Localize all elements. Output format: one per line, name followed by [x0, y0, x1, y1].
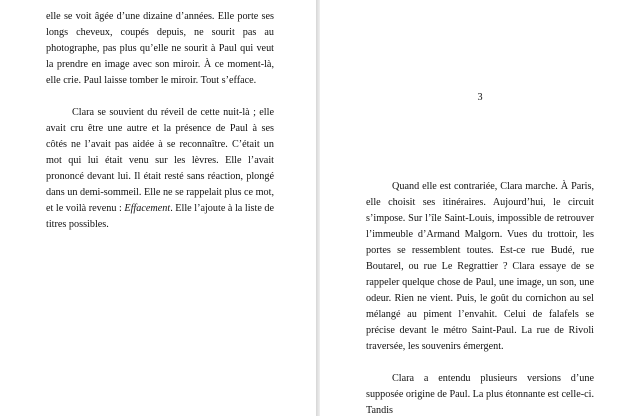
- left-page: [0, 0, 316, 416]
- right-page-text: [366, 179, 594, 416]
- left-paragraph-2-end: . Elle l’ajoute à la liste de titres possibles.: [46, 203, 275, 230]
- left-paragraph-2-italic: Effacement: [124, 203, 171, 214]
- right-page: [320, 0, 640, 416]
- left-page-text: [46, 9, 274, 233]
- right-paragraph-2: Clara a entendu plusieurs versions d’une supposée origine de Paul. La plus étonnante est celle-ci. Tandis: [366, 373, 595, 416]
- right-paragraph-1: Quand elle est contrariée, Clara marche. À Paris, elle choisit ses itinéraires. Aujourd’hui, le circuit s’impose. Sur l’île Saint-Louis, impossible de retrouver l’immeuble d’Armand Malgorn. Vues du trottoir, les portes se ressemblent toutes. Est-ce rue Budé, rue Boutarel, ou rue Le Regrattier ? Clara essaye de se rappeler quelque chose de Paul, une image, un son, une odeur. Rien ne vient. Puis, le goût du cornichon au sel mélangé au piment l’envahit. Celui de falafels se précise devant le métro Saint-Paul. La rue de Rivoli traversée, les souvenirs émergent.: [366, 181, 594, 352]
- left-paragraph-1: elle se voit âgée d’une dizaine d’années. Elle porte ses longs cheveux, coupés depuis, ne sourit pas au photographe, pas plus qu’elle ne sourit à Paul qui veut la prendre en image avec son miroir. À ce moment-là, elle crie. Paul laisse tomber le miroir. Tout s’efface.: [46, 11, 274, 86]
- page-number: 3: [477, 92, 483, 103]
- left-paragraph-2: [46, 105, 274, 233]
- left-paragraph-2-text: Clara se souvient du réveil de cette nuit-là ; elle avait cru être une autre et la présence de Paul à ses côtés ne l’avait pas aidée à se reconnaître. C’était un mot qui lui était venu sur les lèvres. Elle l’avait prononcé devant lui. Il était resté sans réaction, plongé dans un demi-sommeil. Elle ne se rappelait plus ce mot, et le voilà revenu :: [46, 107, 274, 214]
